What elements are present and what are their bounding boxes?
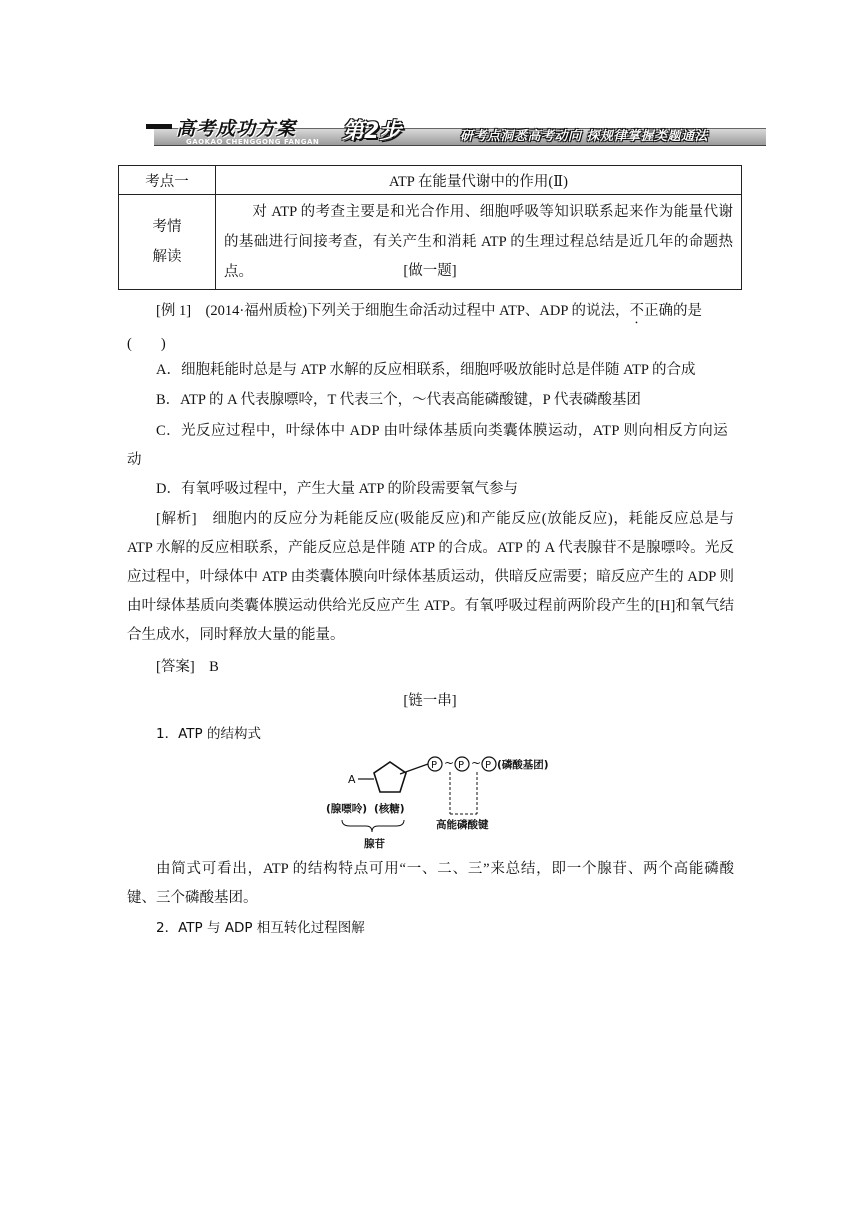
section-banner (146, 110, 766, 154)
banner-title: 高考成功方案 (176, 118, 297, 140)
example-prefix: [例 1] (2014·福州质检)下列关于细胞生命活动过程中 ATP、ADP 的说法， (156, 303, 630, 319)
ribose-pentagon (374, 762, 406, 792)
point1-heading: 1．ATP 的结构式 (156, 726, 261, 742)
reading-text-content: 对 ATP 的考查主要是和光合作用、细胞呼吸等知识联系起来作为能量代谢的基础进行间接考查，有关产生和消耗 ATP 的生理过程总结是近几年的命题热点。 (224, 204, 733, 280)
topic-title: ATP 在能量代谢中的作用(Ⅱ) (216, 166, 742, 195)
example-answer-paren: ( ) (127, 336, 166, 352)
reading-label-line-1: 考情 (152, 219, 182, 235)
analysis-block (127, 505, 734, 650)
phosphate-1-label: P (431, 760, 438, 771)
atp-structure-diagram (326, 750, 600, 850)
banner-pinyin: GAOKAO CHENGGONG FANGAN (186, 138, 320, 146)
answer-value: B (209, 659, 219, 675)
adenine-label: (腺嘌呤) (326, 803, 368, 815)
example-emphasis: 不 (629, 303, 645, 319)
analysis-label: [解析] (156, 511, 197, 527)
adenosine-label: 腺苷 (364, 838, 385, 850)
phosphate-3-label: P (485, 760, 492, 771)
option-d: D．有氧呼吸过程中，产生大量 ATP 的阶段需要氧气参与 (156, 481, 518, 497)
svg-text:~: ~ (471, 756, 482, 770)
topic-label: 考点一 (119, 166, 216, 195)
banner-step-label: 第2步 (342, 119, 402, 144)
banner-slogan: 研考点洞悉高考动向 探规律掌握类题通法 (460, 129, 709, 144)
option-b: B．ATP 的 A 代表腺嘌呤，T 代表三个，～代表高能磷酸键，P 代表磷酸基团 (156, 392, 641, 408)
ribose-label: (核糖) (374, 803, 405, 815)
point1-text: 由简式可看出，ATP 的结构特点可用“一、二、三”来总结，即一个腺苷、两个高能磷酸键、三个磷酸基团。 (127, 861, 734, 906)
svg-text:~: ~ (444, 756, 455, 770)
example-question (127, 297, 734, 327)
reading-label-line-2: 解读 (152, 249, 182, 265)
section-do-heading: [做一题] (403, 263, 457, 279)
answer-label: [答案] (156, 659, 195, 675)
section-chain-heading: [链一串] (403, 693, 457, 709)
option-a: A．细胞耗能时总是与 ATP 水解的反应相联系，细胞呼吸放能时总是伴随 ATP 的合成 (156, 362, 696, 378)
example-suffix: 正确的是 (644, 303, 703, 319)
point2-heading: 2．ATP 与 ADP 相互转化过程图解 (156, 920, 365, 936)
adenine-letter: A (348, 773, 356, 786)
phosphate-2-label: P (458, 760, 465, 771)
analysis-text: 细胞内的反应分为耗能反应(吸能反应)和产能反应(放能反应)，耗能反应总是与 ATP 水解的反应相联系，产能反应总是伴随 ATP 的合成。ATP 的 A 代表腺苷不是腺嘌呤。光反应过程中，叶绿体中 ATP 由类囊体膜向叶绿体基质运动，供暗反应需要；暗反应产生的 ADP 则由叶绿体基质向类囊体膜运动供给光反应产生 ATP。有氧呼吸过程前两阶段产生的[H]和氧气结合生成水，同时释放大量的能量。 (127, 511, 734, 643)
phosphate-group-label: (磷酸基团) (497, 759, 549, 771)
answer-line (156, 656, 219, 678)
high-energy-bond-label: 高能磷酸键 (436, 819, 489, 831)
atp-structure-svg (326, 750, 600, 850)
option-c-continued: 动 (127, 452, 142, 468)
option-c: C．光反应过程中，叶绿体中 ADP 由叶绿体基质向类囊体膜运动，ATP 则向相反方向运 (156, 423, 729, 439)
banner-left-line (146, 124, 172, 129)
